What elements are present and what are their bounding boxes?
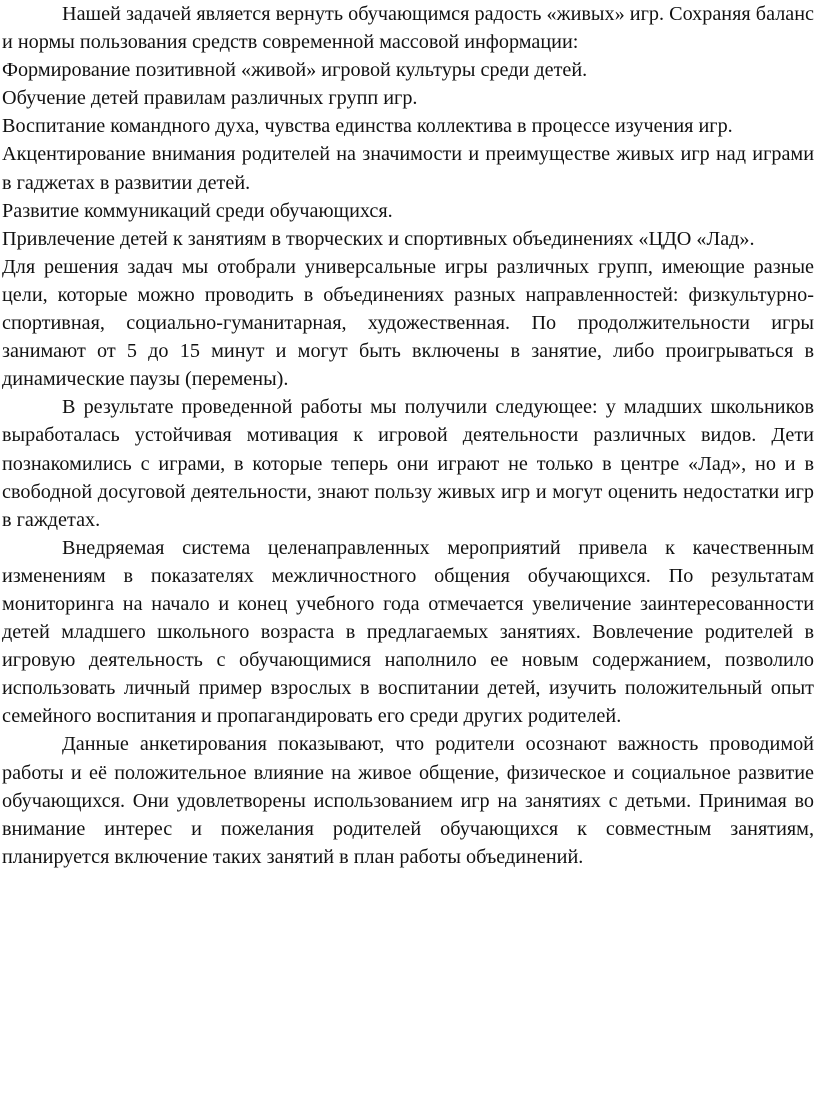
goal-item-engagement: Привлечение детей к занятиям в творческих и спортивных объединениях «ЦДО «Лад». [2,227,755,250]
survey-paragraph: Данные анкетирования показывают, что родители осознают важность проводимой работы и её положительное влияние на живое общение, физическое и социальное развитие обучающихся. Они удовлетворены использованием игр на занятиях с детьми. Принимая во внимание интерес и пожелания родителей обучающихся к совместным занятиям, планируется включение таких занятий в план работы объединений. [2,733,814,868]
goal-item-communication: Развитие коммуникаций среди обучающихся. [2,199,393,222]
methods-paragraph: Для решения задач мы отобрали универсальные игры различных групп, имеющие разные цели, которые можно проводить в объединениях разных направленностей: физкультурно-спортивная, социально-гуманитарная, художественная. По продолжительности игры занимают от 5 до 15 минут и могут быть включены в занятие, либо проигрываться в динамические паузы (перемены). [2,255,814,391]
results-paragraph: В результате проведенной работы мы получили следующее: у младших школьников выработалась устойчивая мотивация к игровой деятельности различных видов. Дети познакомились с играми, в которые теперь они играют не только в центре «Лад», но и в свободной досуговой деятельности, знают пользу живых игр и могут оценить недостатки игр в гаждетах. [2,396,814,531]
goal-item-rules: Обучение детей правилам различных групп игр. [2,87,418,110]
goal-item-culture: Формирование позитивной «живой» игровой культуры среди детей. [2,59,588,82]
goal-item-parents: Акцентирование внимания родителей на значимости и преимуществе живых игр над играми в гаджетах в развитии детей. [2,143,814,194]
system-paragraph: Внедряемая система целенаправленных мероприятий привела к качественным изменениям в показателях межличностного общения обучающихся. По результатам мониторинга на начало и конец учебного года отмечается увеличение заинтересованности детей младшего школьного возраста в предлагаемых занятиях. Вовлечение родителей в игровую деятельность с обучающимися наполнило ее новым содержанием, позволило использовать личный пример взрослых в воспитании детей, изучить положительный опыт семейного воспитания и пропагандировать его среди других родителей. [2,536,814,728]
intro-paragraph: Нашей задачей является вернуть обучающимся радость «живых» игр. Сохраняя баланс и нормы пользования средств современной массовой информации: [2,3,814,54]
goal-item-team-spirit: Воспитание командного духа, чувства единства коллектива в процессе изучения игр. [2,115,733,138]
